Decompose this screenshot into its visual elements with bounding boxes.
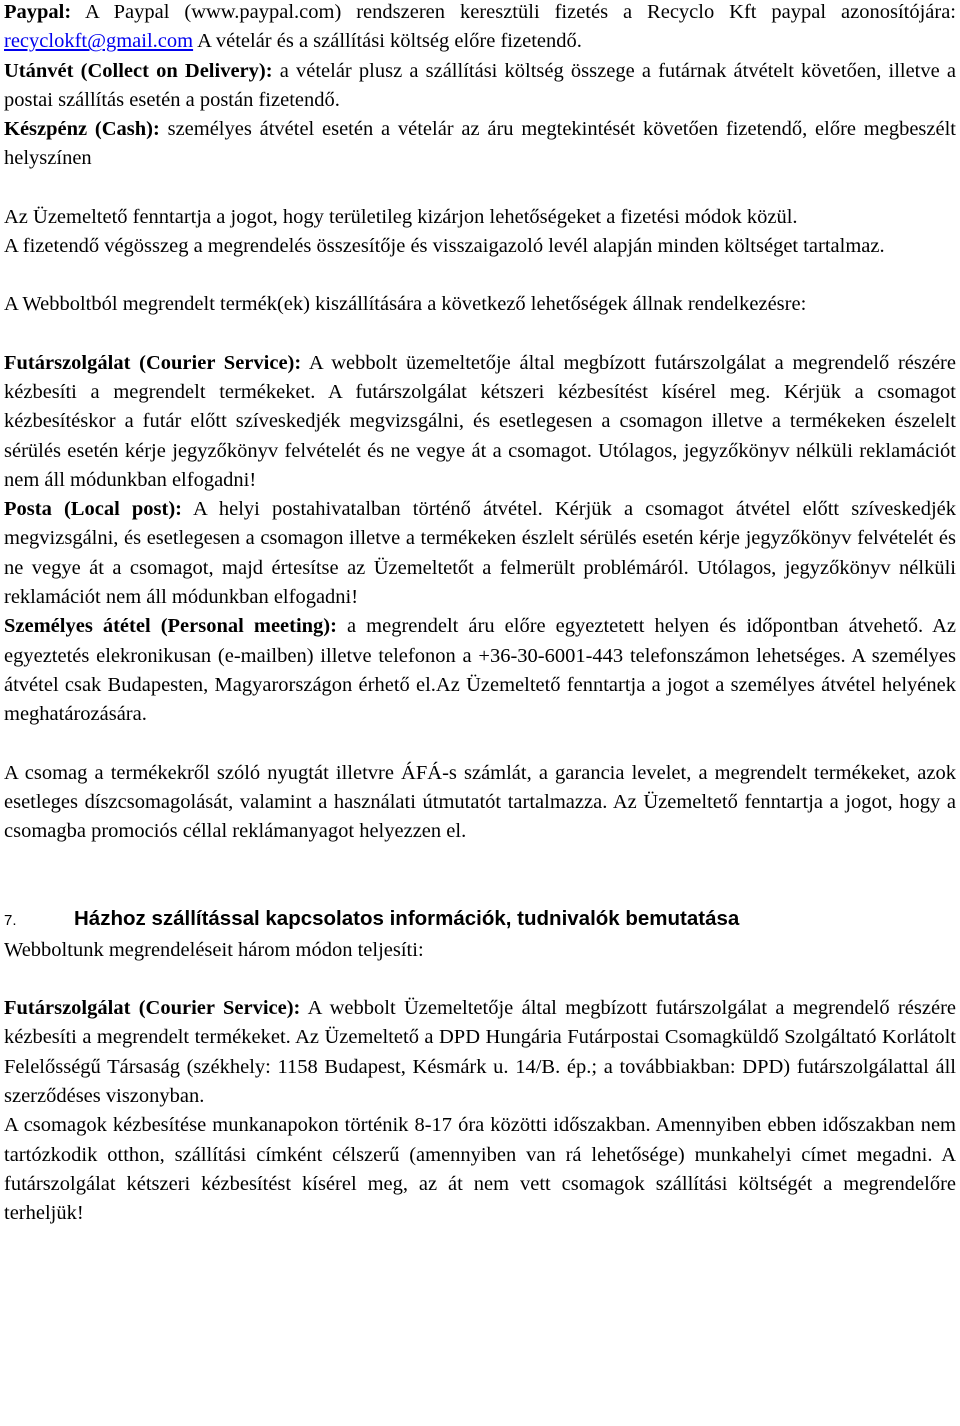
delivery-intro-paragraph: A Webboltból megrendelt termék(ek) kiszállítására a következő lehetőségek állnak rendelkezésre:: [4, 293, 807, 316]
cash-paragraph: [4, 115, 956, 174]
paypal-email-link[interactable]: recyclokft@gmail.com: [4, 30, 194, 53]
section-title: Házhoz szállítással kapcsolatos információk, tudnivalók bemutatása: [74, 907, 740, 931]
cod-paragraph: [4, 57, 956, 116]
paypal-paragraph: [4, 0, 956, 57]
paypal-text-2: A vételár és a szállítási költség előre fizetendő.: [193, 30, 582, 53]
cod-label: Utánvét (Collect on Delivery):: [4, 59, 273, 82]
section-7-courier-paragraph: [4, 994, 956, 1111]
post-text: A helyi postahivatalban történő átvétel. Kérjük a csomagot átvétel előtt szíveskedjék megvizsgálni, és esetlegesen a csomagon illetve a termékeken észlelt sérülés esetén kérje jegyzőkönyv felvételét és ne vegye át a csomagot, majd értesítse az Üzemeltetőt a felmerült problémáról. Utólagos, jegyzőkönyv nélküli reklamációt nem áll módunkban elfogadni!: [4, 498, 956, 609]
cash-text: személyes átvétel esetén a vételár az áru megtekintését követően fizetendő, előre megbeszélt helyszínen: [4, 118, 956, 170]
section-number: 7.: [4, 912, 17, 930]
delivery-hours-paragraph: A csomagok kézbesítése munkanapokon történik 8-17 óra közötti időszakban. Amennyiben ebben időszakban nem tartózkodik otthon, szállítási címként célszerű (amennyiben van rá lehetősége) munkahelyi címet megadni. A futárszolgálat kétszeri kézbesítést kísérel meg, az át nem vett csomagok szállítási költségét a megrendelőre terheljük!: [4, 1114, 956, 1225]
personal-paragraph: [4, 612, 956, 729]
paypal-label: Paypal:: [4, 1, 72, 23]
spacer: [4, 846, 956, 904]
cod-text: a vételár plusz a szállítási költség összege a futárnak átvételt követően, illetve a postai szállítás esetén a postán fizetendő.: [4, 59, 956, 111]
courier-text: A webbolt üzemeltetője által megbízott futárszolgálat a megrendelő részére kézbesíti a megrendelt termékeket. A futárszolgálat kétszeri kézbesítést kísérel meg. Kérjük a csomagot kézbesítéskor a futár előtt szíveskedjék megvizsgálni, és esetlegesen a csomagon illetve a termékeken észelelt sérülés esetén kérje jegyzőkönyv felvételét és ne vegye át a csomagot. Utólagos, jegyzőkönyv nélküli reklamációt nem áll módunkban elfogadni!: [4, 351, 956, 491]
post-paragraph: [4, 495, 956, 612]
cash-label: Készpénz (Cash):: [4, 118, 160, 141]
spacer: [4, 320, 956, 349]
paypal-text: A Paypal (www.paypal.com) rendszeren keresztüli fizetés a Recyclo Kft paypal azonosítójára:: [71, 1, 956, 23]
courier-label: Futárszolgálat (Courier Service):: [4, 351, 302, 374]
section-7-courier-text: A webbolt Üzemeltetője által megbízott futárszolgálat a megrendelő részére kézbesíti a megrendelt termékeket. Az Üzemeltető a DPD Hungária Futárpostai Csomagküldő Szolgáltató Korlátolt Felelősségű Társaság (székhely: 1158 Budapest, Késmárk u. 14/B. ép.; a továbbiakban: DPD) futárszolgálattal áll szerződéses viszonyban.: [4, 997, 956, 1107]
spacer: [4, 965, 956, 994]
total-paragraph: A fizetendő végösszeg a megrendelés összesítője és visszaigazoló levél alapján minden költséget tartalmaz.: [4, 235, 885, 258]
spacer: [4, 174, 956, 203]
package-paragraph: A csomag a termékekről szóló nyugtát illetvre ÁFÁ-s számlát, a garancia levelet, a megrendelt termékeket, azok esetleges díszcsomagolását, valamint a használati útmutatót tartalmazza. Az Üzemeltető fenntartja a jogot, hogy a csomagba promociós céllal reklámanyagot helyezzen el.: [4, 761, 956, 843]
personal-text: a megrendelt áru előre egyeztetett helyen és időpontban átvehető. Az egyeztetés elekronikusan (e-mailben) illetve telefonon a +36-30-6001-443 telefonszámon lehetséges. A személyes átvétel csak Budapesten, Magyarországon érhető el.Az Üzemeltető fenntartja a jogot a személyes átvétel helyének meghatározására.: [4, 615, 956, 726]
section-7-heading: [4, 904, 956, 935]
spacer: [4, 730, 956, 759]
reserve-paragraph: Az Üzemeltető fenntartja a jogot, hogy területileg kizárjon lehetőségeket a fizetési módok közül.: [4, 205, 798, 228]
courier-paragraph: [4, 349, 956, 495]
personal-label: Személyes átétel (Personal meeting):: [4, 615, 337, 638]
section-7-courier-label: Futárszolgálat (Courier Service):: [4, 997, 301, 1020]
document-page: [4, 0, 956, 1228]
post-label: Posta (Local post):: [4, 498, 183, 521]
spacer: [4, 261, 956, 290]
section-7-intro: Webboltunk megrendeléseit három módon teljesíti:: [4, 938, 424, 961]
